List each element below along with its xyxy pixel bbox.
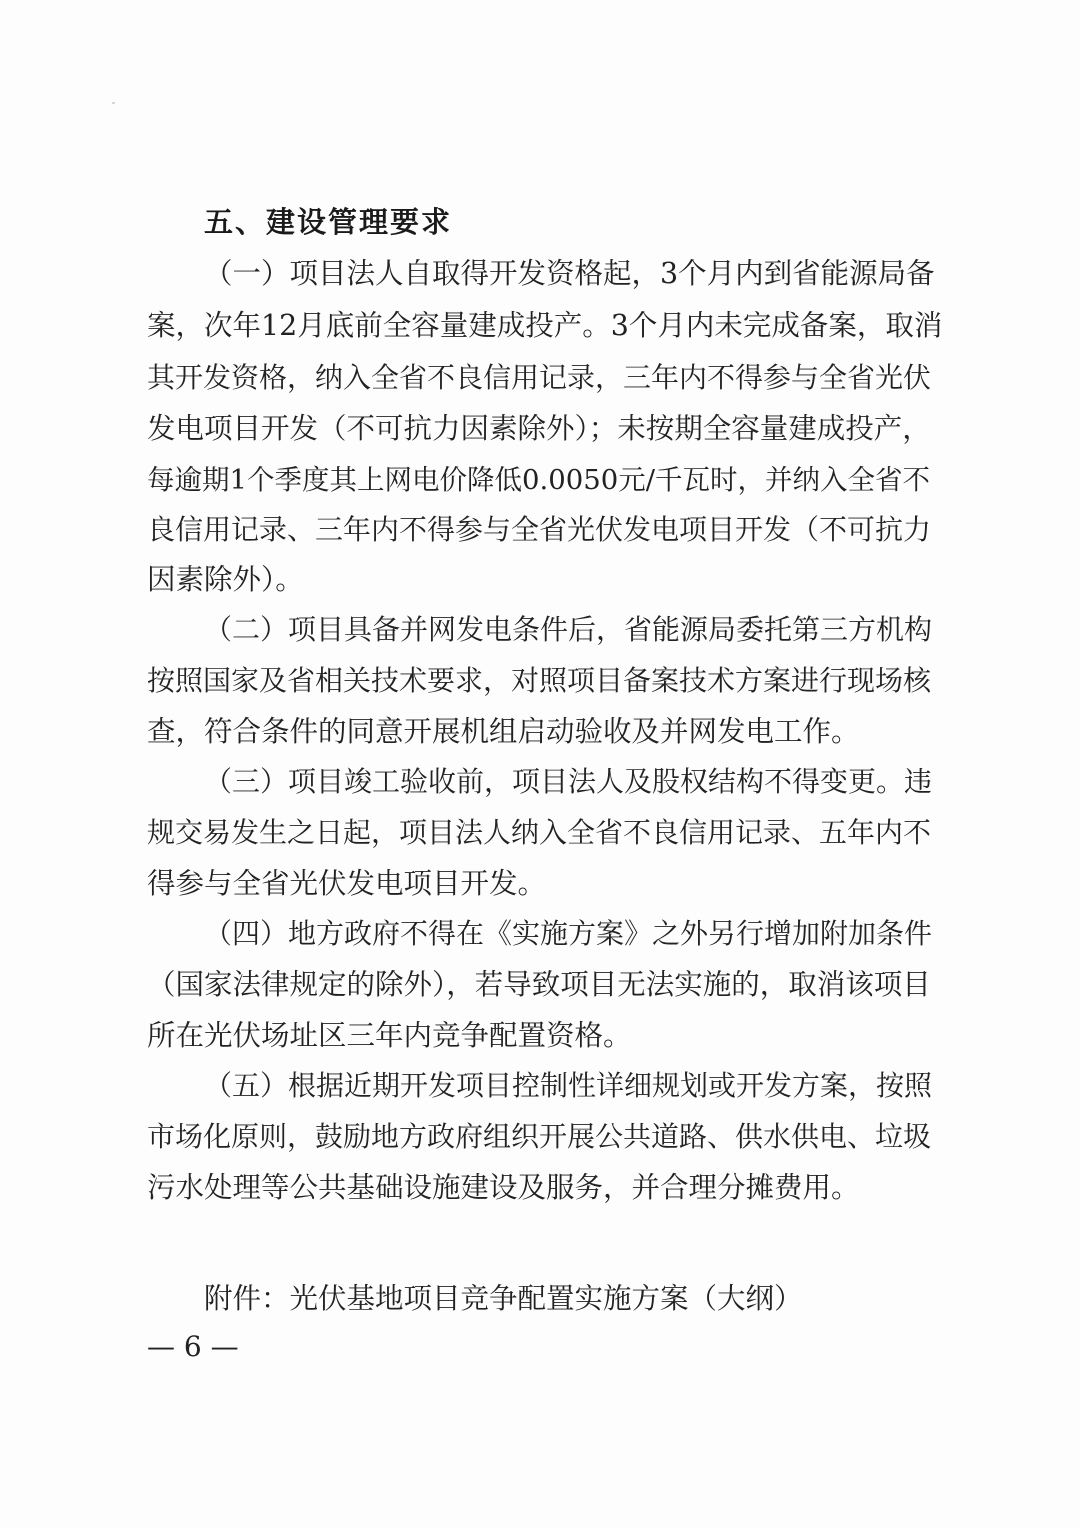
paragraph-4-line-2: （国家法律规定的除外），若导致项目无法实施的，取消该项目 bbox=[147, 968, 931, 1001]
section-heading: 五、建设管理要求 bbox=[204, 205, 453, 239]
paragraph-1-line-3: 其开发资格，纳入全省不良信用记录，三年内不得参与全省光伏 bbox=[147, 361, 932, 394]
scan-speck bbox=[112, 102, 115, 104]
page-number: — 6 — bbox=[147, 1330, 239, 1363]
paragraph-1-line-6: 良信用记录、三年内不得参与全省光伏发电项目开发（不可抗力 bbox=[147, 513, 932, 546]
paragraph-2-line-1: （二）项目具备并网发电条件后，省能源局委托第三方机构 bbox=[204, 613, 933, 646]
paragraph-3-line-3: 得参与全省光伏发电项目开发。 bbox=[147, 867, 547, 900]
paragraph-1-line-5: 每逾期1个季度其上网电价降低0.0050元/千瓦时，并纳入全省不 bbox=[147, 464, 930, 496]
paragraph-5-line-2: 市场化原则，鼓励地方政府组织开展公共道路、供水供电、垃圾 bbox=[147, 1120, 932, 1153]
paragraph-5-line-1: （五）根据近期开发项目控制性详细规划或开发方案，按照 bbox=[204, 1069, 933, 1102]
paragraph-5-line-3: 污水处理等公共基础设施建设及服务，并合理分摊费用。 bbox=[147, 1171, 860, 1204]
paragraph-4-line-3: 所在光伏场址区三年内竞争配置资格。 bbox=[147, 1019, 632, 1052]
paragraph-3-line-2: 规交易发生之日起，项目法人纳入全省不良信用记录、五年内不 bbox=[147, 816, 932, 849]
paragraph-1-line-4: 发电项目开发（不可抗力因素除外）；未按期全容量建成投产， bbox=[147, 412, 931, 445]
paragraph-1-line-2: 案，次年12月底前全容量建成投产。3个月内未完成备案，取消 bbox=[147, 309, 943, 342]
paragraph-2-line-3: 查，符合条件的同意开展机组启动验收及并网发电工作。 bbox=[147, 715, 860, 748]
attachment-note: 附件：光伏基地项目竞争配置实施方案（大纲） bbox=[204, 1282, 803, 1315]
paragraph-4-line-1: （四）地方政府不得在《实施方案》之外另行增加附加条件 bbox=[204, 917, 933, 950]
paragraph-2-line-2: 按照国家及省相关技术要求，对照项目备案技术方案进行现场核 bbox=[147, 664, 932, 697]
paragraph-1-line-1: （一）项目法人自取得开发资格起，3个月内到省能源局备 bbox=[204, 257, 935, 290]
paragraph-3-line-1: （三）项目竣工验收前，项目法人及股权结构不得变更。违 bbox=[204, 765, 933, 798]
paragraph-1-line-7: 因素除外）。 bbox=[147, 563, 304, 596]
